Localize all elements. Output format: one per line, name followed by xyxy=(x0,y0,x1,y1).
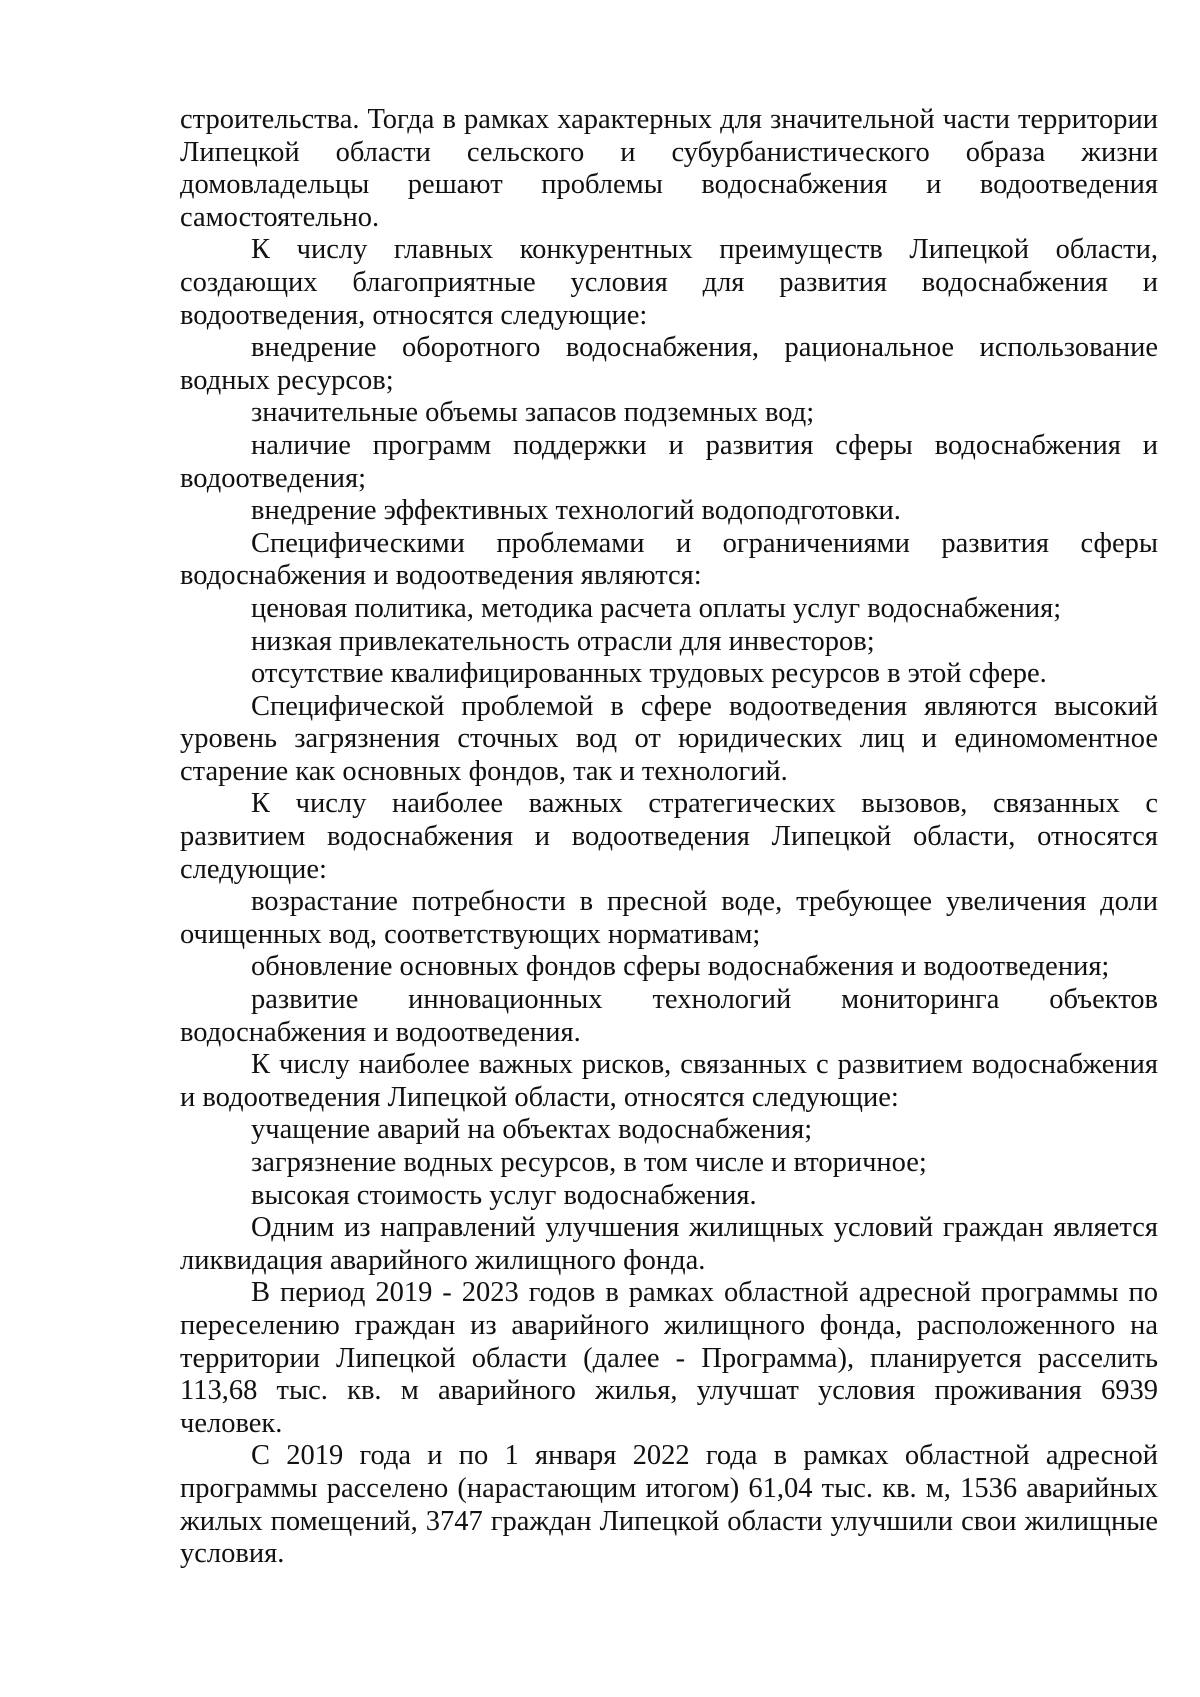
list-item-advantage: внедрение оборотного водоснабжения, рациональное использование водных ресурсов; xyxy=(180,332,1158,396)
paragraph-drainage-problem: Специфической проблемой в сфере водоотведения являются высокий уровень загрязнения сточных вод от юридических лиц и единомоментное старение как основных фондов, так и технологий. xyxy=(180,690,1158,787)
paragraph-continuation: строительства. Тогда в рамках характерных для значительной части территории Липецкой области сельского и субурбанистического образа жизни домовладельцы решают проблемы водоснабжения и водоотведения самостоятельно. xyxy=(180,104,1158,233)
list-item-challenge: развитие инновационных технологий мониторинга объектов водоснабжения и водоотведения. xyxy=(180,984,1158,1048)
list-item-advantage: внедрение эффективных технологий водоподготовки. xyxy=(251,495,901,527)
list-item-risk: высокая стоимость услуг водоснабжения. xyxy=(251,1179,757,1211)
paragraph-challenges-intro: К числу наиболее важных стратегических вызовов, связанных с развитием водоснабжения и водоотведения Липецкой области, относятся следующие: xyxy=(180,788,1158,885)
paragraph-problems-intro: Специфическими проблемами и ограничениями развития сферы водоснабжения и водоотведения являются: xyxy=(180,527,1158,592)
document-page xyxy=(180,104,1158,1571)
list-item-risk: учащение аварий на объектах водоснабжения; xyxy=(251,1114,813,1146)
list-item-problem: отсутствие квалифицированных трудовых ресурсов в этой сфере. xyxy=(251,658,1047,690)
paragraph-housing-direction: Одним из направлений улучшения жилищных условий граждан является ликвидация аварийного жилищного фонда. xyxy=(180,1212,1158,1276)
list-item-challenge: возрастание потребности в пресной воде, требующее увеличения доли очищенных вод, соответствующих нормативам; xyxy=(180,886,1158,950)
list-item-problem: низкая привлекательность отрасли для инвесторов; xyxy=(251,625,875,657)
list-item-challenge: обновление основных фондов сферы водоснабжения и водоотведения; xyxy=(251,951,1110,983)
list-item-advantage: значительные объемы запасов подземных вод; xyxy=(251,397,815,429)
list-item-problem: ценовая политика, методика расчета оплаты услуг водоснабжения; xyxy=(251,592,1062,624)
paragraph-program-plan: В период 2019 - 2023 годов в рамках областной адресной программы по переселению граждан из аварийного жилищного фонда, расположенного на территории Липецкой области (далее - Программа), планируется расселить 113,68 тыс. кв. м аварийного жилья, улучшат условия проживания 6939 человек. xyxy=(180,1277,1158,1439)
paragraph-risks-intro: К числу наиболее важных рисков, связанных с развитием водоснабжения и водоотведения Липецкой области, относятся следующие: xyxy=(180,1049,1158,1113)
list-item-advantage: наличие программ поддержки и развития сферы водоснабжения и водоотведения; xyxy=(180,429,1158,494)
paragraph-advantages-intro: К числу главных конкурентных преимуществ Липецкой области, создающих благоприятные условия для развития водоснабжения и водоотведения, относятся следующие: xyxy=(180,234,1158,331)
paragraph-program-results: С 2019 года и по 1 января 2022 года в рамках областной адресной программы расселено (нарастающим итогом) 61,04 тыс. кв. м, 1536 аварийных жилых помещений, 3747 граждан Липецкой области улучшили свои жилищные условия. xyxy=(180,1440,1158,1570)
list-item-risk: загрязнение водных ресурсов, в том числе и вторичное; xyxy=(251,1147,927,1178)
